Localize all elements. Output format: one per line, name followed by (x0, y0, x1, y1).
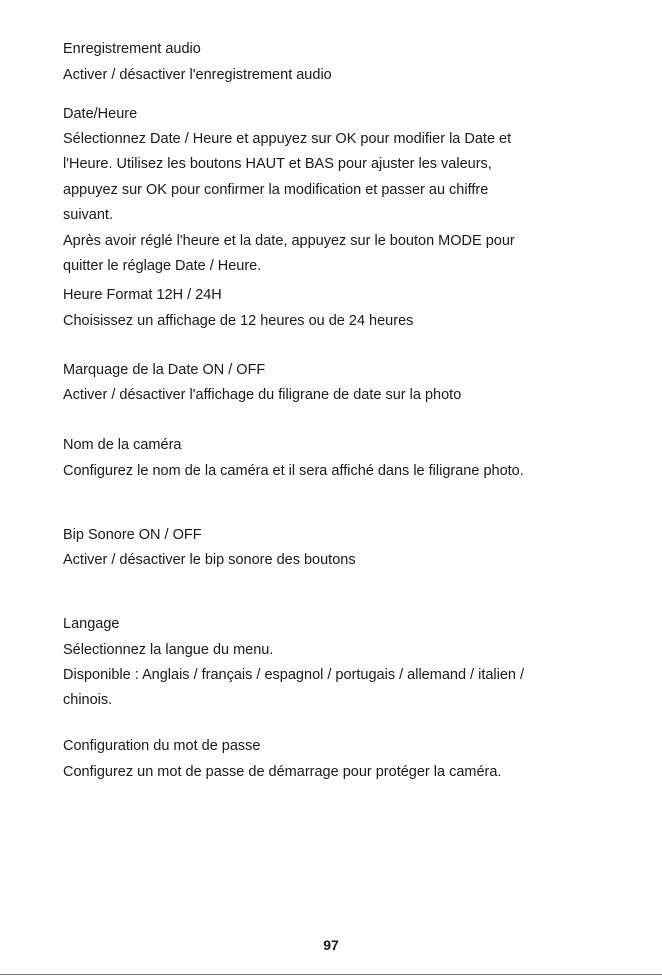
section-text-line: Activer / désactiver l'enregistrement audio (63, 67, 332, 83)
section-heading-date-time: Date/Heure (63, 106, 138, 122)
section-heading-time-format: Heure Format 12H / 24H (63, 287, 222, 303)
section-text-line: Configurez un mot de passe de démarrage pour protéger la caméra. (63, 764, 502, 780)
section-text-line: l'Heure. Utilisez les boutons HAUT et BAS pour ajuster les valeurs, (63, 156, 492, 172)
section-heading-audio-recording: Enregistrement audio (63, 41, 201, 57)
section-text-line: Disponible : Anglais / français / espagnol / portugais / allemand / italien / (63, 667, 525, 683)
section-text-line: Activer / désactiver le bip sonore des boutons (63, 552, 356, 568)
page-number: 97 (323, 937, 339, 953)
section-text-line: chinois. (63, 692, 113, 708)
section-text-line: suivant. (63, 207, 113, 223)
page-bottom-divider (0, 974, 662, 975)
section-heading-beep-sound: Bip Sonore ON / OFF (63, 527, 202, 543)
section-text-line: Configurez le nom de la caméra et il sera affiché dans le filigrane photo. (63, 463, 524, 479)
section-text-line: quitter le réglage Date / Heure. (63, 258, 262, 274)
section-text-line: Choisissez un affichage de 12 heures ou de 24 heures (63, 313, 414, 329)
section-heading-password-setup: Configuration du mot de passe (63, 738, 261, 754)
section-text-line: Sélectionnez Date / Heure et appuyez sur OK pour modifier la Date et (63, 131, 512, 147)
section-text-line: Activer / désactiver l'affichage du filigrane de date sur la photo (63, 387, 462, 403)
section-text-line: appuyez sur OK pour confirmer la modification et passer au chiffre (63, 182, 489, 198)
section-heading-date-stamp: Marquage de la Date ON / OFF (63, 362, 266, 378)
section-heading-camera-name: Nom de la caméra (63, 437, 182, 453)
section-text-line: Après avoir réglé l'heure et la date, appuyez sur le bouton MODE pour (63, 233, 515, 249)
section-heading-language: Langage (63, 616, 120, 632)
section-text-line: Sélectionnez la langue du menu. (63, 642, 274, 658)
